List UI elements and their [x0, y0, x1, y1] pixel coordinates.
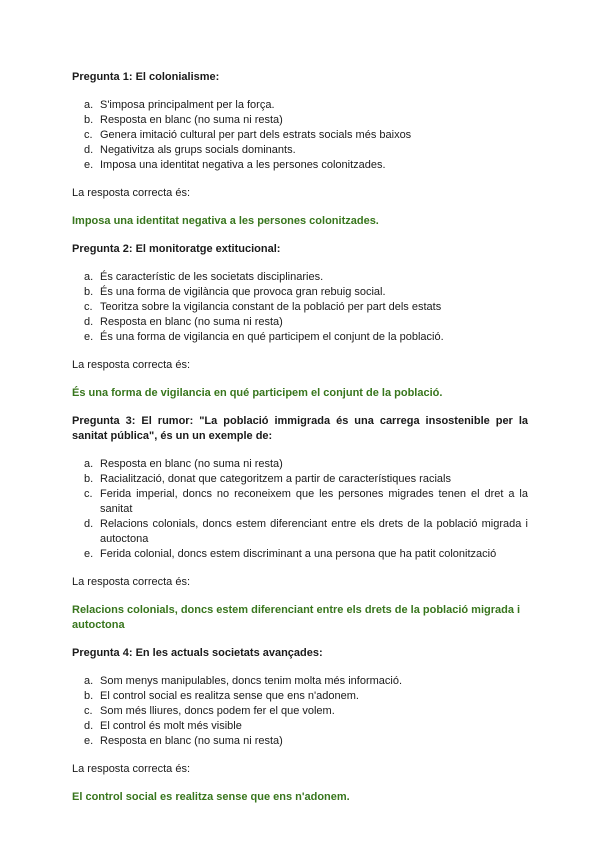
option-text: Ferida imperial, doncs no reconeixem que les persones migrades tenen el dret a la sanitat — [100, 488, 528, 515]
question-4 — [72, 646, 528, 805]
option-text: Genera imitació cultural per part dels estrats socials més baixos — [100, 129, 412, 141]
correct-answer: Imposa una identitat negativa a les persones colonitzades. — [72, 215, 379, 227]
option-marker: b. — [84, 473, 94, 485]
option-text: Resposta en blanc (no suma ni resta) — [100, 114, 283, 126]
answer-lead: La resposta correcta és: — [72, 763, 191, 775]
options-list — [72, 457, 528, 562]
option-marker: d. — [84, 518, 94, 530]
option-a — [72, 98, 528, 113]
option-text: S'imposa principalment per la força. — [100, 99, 275, 111]
option-marker: a. — [84, 675, 94, 687]
option-marker: a. — [84, 271, 94, 283]
option-e — [72, 330, 528, 345]
option-marker: d. — [84, 720, 94, 732]
option-e — [72, 547, 528, 562]
option-text: Relacions colonials, doncs estem diferenciant entre els drets de la població migrada i autoctona — [100, 518, 528, 545]
option-marker: e. — [84, 735, 94, 747]
document-content — [72, 70, 528, 818]
option-d — [72, 315, 528, 330]
options-list — [72, 270, 528, 345]
option-text: Ferida colonial, doncs estem discriminant a una persona que ha patit colonització — [100, 548, 497, 560]
option-marker: c. — [84, 705, 93, 717]
option-text: Resposta en blanc (no suma ni resta) — [100, 458, 283, 470]
option-marker: b. — [84, 114, 94, 126]
options-list — [72, 674, 528, 749]
option-c — [72, 487, 528, 517]
option-b — [72, 472, 528, 487]
option-text: El control és molt més visible — [100, 720, 242, 732]
question-title: Pregunta 1: El colonialisme: — [72, 71, 220, 83]
option-text: El control social es realitza sense que ens n'adonem. — [100, 690, 359, 702]
correct-answer: És una forma de vigilancia en qué participem el conjunt de la població. — [72, 387, 443, 399]
option-marker: a. — [84, 99, 94, 111]
option-text: Imposa una identitat negativa a les persones colonitzades. — [100, 159, 386, 171]
option-b — [72, 285, 528, 300]
option-marker: e. — [84, 548, 94, 560]
option-d — [72, 143, 528, 158]
option-d — [72, 517, 528, 547]
option-marker: b. — [84, 286, 94, 298]
option-marker: e. — [84, 331, 94, 343]
question-title: Pregunta 2: El monitoratge extitucional: — [72, 243, 281, 255]
option-marker: c. — [84, 129, 93, 141]
option-a — [72, 674, 528, 689]
option-b — [72, 113, 528, 128]
option-marker: d. — [84, 316, 94, 328]
option-marker: a. — [84, 458, 94, 470]
option-marker: e. — [84, 159, 94, 171]
option-text: Som més lliures, doncs podem fer el que volem. — [100, 705, 335, 717]
option-text: Racialització, donat que categoritzem a partir de característiques racials — [100, 473, 451, 485]
answer-lead: La resposta correcta és: — [72, 187, 191, 199]
answer-lead: La resposta correcta és: — [72, 576, 191, 588]
option-text: Negativitza als grups socials dominants. — [100, 144, 296, 156]
option-marker: b. — [84, 690, 94, 702]
option-c — [72, 300, 528, 315]
option-b — [72, 689, 528, 704]
option-a — [72, 270, 528, 285]
option-c — [72, 128, 528, 143]
option-e — [72, 158, 528, 173]
answer-lead: La resposta correcta és: — [72, 359, 191, 371]
option-d — [72, 719, 528, 734]
option-marker: c. — [84, 301, 93, 313]
option-text: Resposta en blanc (no suma ni resta) — [100, 735, 283, 747]
question-title: Pregunta 4: En les actuals societats avançades: — [72, 647, 323, 659]
option-e — [72, 734, 528, 749]
correct-answer: El control social es realitza sense que ens n'adonem. — [72, 791, 350, 803]
correct-answer: Relacions colonials, doncs estem diferenciant entre els drets de la població migrada i autoctona — [72, 604, 521, 631]
option-a — [72, 457, 528, 472]
question-2 — [72, 242, 528, 401]
option-text: Teoritza sobre la vigilancia constant de la població per part dels estats — [100, 301, 442, 313]
option-c — [72, 704, 528, 719]
question-title: Pregunta 3: El rumor: "La població immigrada és una carrega insostenible per la sanitat pública", és un un exemple de: — [72, 415, 528, 442]
option-text: És una forma de vigilància que provoca gran rebuig social. — [100, 286, 386, 298]
question-1 — [72, 70, 528, 229]
options-list — [72, 98, 528, 173]
option-marker: c. — [84, 488, 93, 500]
option-text: És una forma de vigilancia en qué participem el conjunt de la població. — [100, 331, 444, 343]
option-text: Som menys manipulables, doncs tenim molta més informació. — [100, 675, 403, 687]
option-text: És característic de les societats disciplinaries. — [100, 271, 324, 283]
option-marker: d. — [84, 144, 94, 156]
option-text: Resposta en blanc (no suma ni resta) — [100, 316, 283, 328]
question-3 — [72, 414, 528, 633]
